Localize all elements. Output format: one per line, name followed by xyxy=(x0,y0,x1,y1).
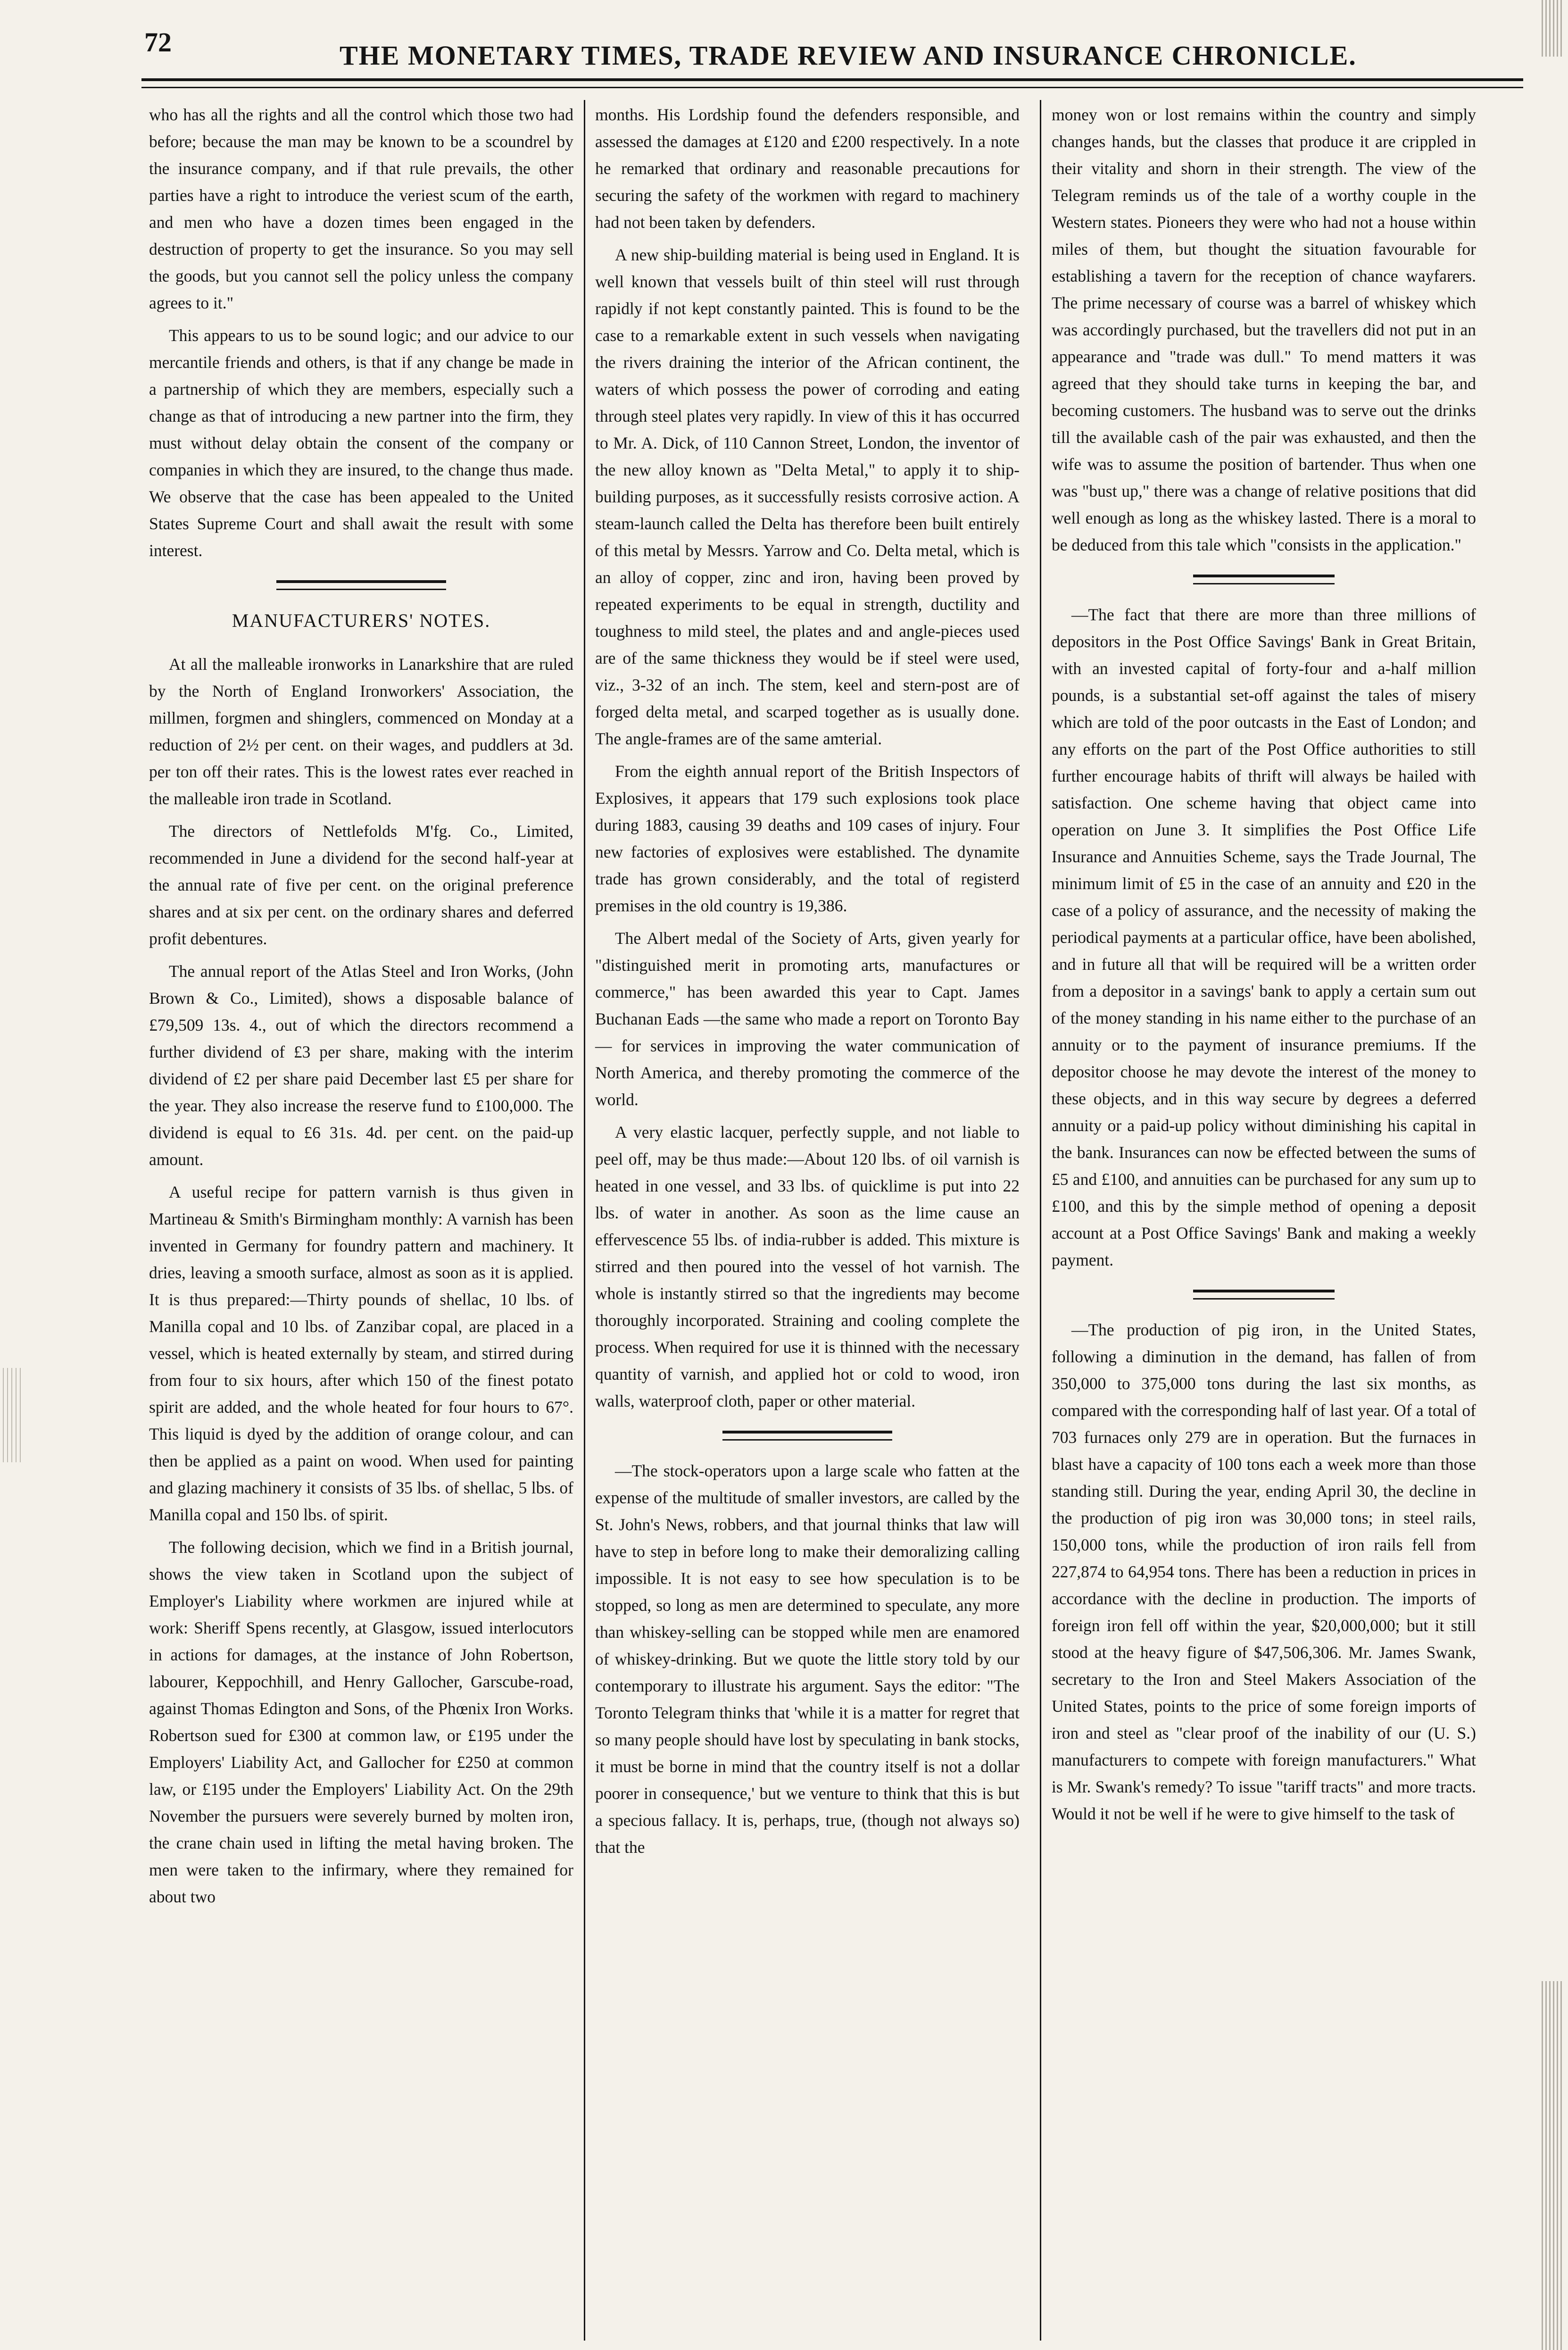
article-paragraph: A useful recipe for pattern varnish is thus given in Martineau & Smith's Birmingham monthly: A varnish has been invented in Germany for foundry pattern and machinery. It dries, leaving a smooth surface, almost as soon as it is applied. It is thus prepared:—Thirty pounds of shellac, 10 lbs. of Manilla copal and 10 lbs. of Zanzibar copal, are placed in a vessel, which is heated externally by steam, and stirred during from four to six hours, after which 150 of the finest potato spirit are added, and the whole heated for four hours to 67°. This liquid is dyed by the addition of orange colour, and can then be applied as a paint on wood. When used for painting and glazing machinery it consists of 35 lbs. of shellac, 5 lbs. of Manilla copal and 150 lbs. of spirit. xyxy=(149,1183,573,1524)
column-rule-right xyxy=(1040,100,1041,2341)
column-rule-left xyxy=(584,100,585,2341)
article-paragraph: money won or lost remains within the country and simply changes hands, but the classes that produce it are crippled in their vitality and shorn in their strength. The view of the Telegram reminds us of the tale of a worthy couple in the Western states. Pioneers they were who had not a house within miles of them, but thought the situation favourable for establishing a tavern for the reception of chance wayfarers. The prime necessary of course was a barrel of whiskey which was accordingly purchased, but the travellers did not put in an appearance and "trade was dull." To mend matters it was agreed that they should take turns in keeping the bar, and becoming customers. The husband was to serve out the drinks till the available cash of the pair was exhausted, and then the wife was to assume the position of bartender. Thus when one was "bust up," there was a change of relative positions that did well enough as long as the whiskey lasted. There is a moral to be deduced from this tale which "consists in the application." xyxy=(1052,105,1476,554)
column-1 xyxy=(149,101,573,1916)
article-paragraph: A new ship-building material is being used in England. It is well known that vessels built of thin steel will rust through rapidly if not kept constantly painted. This is found to be the case to a remarkable extent in such vessels when navigating the rivers draining the interior of the African continent, the waters of which possess the power of corroding and eating through steel plates very rapidly. In view of this it has occurred to Mr. A. Dick, of 110 Cannon Street, London, the inventor of the new alloy known as "Delta Metal," to apply it to ship-building purposes, as it successfully resists corrosive action. A steam-launch called the Delta has therefore been built entirely of this metal by Messrs. Yarrow and Co. Delta metal, which is an alloy of copper, zinc and iron, having been proved by repeated experiments to be equal in strength, ductility and toughness to mild steel, the plates and and angle-pieces used are of the same thickness they would be if steel were used, viz., 3-32 of an inch. The stem, keel and stern-post are of forged delta metal, and scarped together as is usually done. The angle-frames are of the same amterial. xyxy=(595,245,1020,748)
header-rule-thick xyxy=(141,78,1523,81)
article-paragraph: who has all the rights and all the control which those two had before; because the man may be known to be a scoundrel by the insurance company, and if that rule prevails, the other parties have a right to introduce the veriest scum of the earth, and men who have a dozen times been engaged in the destruction of property to get the insurance. So you may sell the goods, but you cannot sell the policy unless the company agrees to it." xyxy=(149,105,573,312)
article-paragraph: The annual report of the Atlas Steel and Iron Works, (John Brown & Co., Limited), shows a disposable balance of £79,509 13s. 4., out of which the directors recommend a further dividend of £3 per share, making with the interim dividend of £2 per share paid December last £5 per share for the year. They also increase the reserve fund to £100,000. The dividend is equal to £6 31s. 4d. per cent. on the paid-up amount. xyxy=(149,962,573,1169)
article-paragraph: —The stock-operators upon a large scale who fatten at the expense of the multitude of smaller investors, are called by the St. John's News, robbers, and that journal thinks that law will have to step in before long to make their demoralizing calling impossible. It is not easy to see how speculation is to be stopped, so long as men are determined to speculate, any more than whiskey-selling can be stopped while men are enamored of whiskey-drinking. But we quote the little story told by our contemporary to illustrate his argument. Says the editor: "The Toronto Telegram thinks that 'while it is a matter for regret that so many people should have lost by speculating in bank stocks, it must be borne in mind that the country itself is not a dollar poorer in consequence,' but we venture to think that this is but a specious fallacy. It is, perhaps, true, (though not always so) that the xyxy=(595,1461,1020,1857)
article-paragraph: months. His Lordship found the defenders responsible, and assessed the damages at £120 and £200 respectively. In a note he remarked that ordinary and reasonable precautions for securing the safety of the workmen with regard to machinery had not been taken by defenders. xyxy=(595,105,1020,232)
section-divider xyxy=(1193,575,1335,584)
page-edge-wear-top xyxy=(1542,0,1563,57)
page-number: 72 xyxy=(144,27,172,58)
article-paragraph: The Albert medal of the Society of Arts, given yearly for "distinguished merit in promoting arts, manufactures or commerce," has been awarded this year to Capt. James Buchanan Eads —the same who made a report on Toronto Bay— for services in improving the water communication of North America, and thereby promoting the commerce of the world. xyxy=(595,929,1020,1109)
article-paragraph: From the eighth annual report of the British Inspectors of Explosives, it appears that 179 such explosions took place during 1883, causing 39 deaths and 109 cases of injury. Four new factories of explosives were established. The dynamite trade has grown considerably, and the total of registerd premises in the old country is 19,386. xyxy=(595,762,1020,915)
page-edge-wear-bottom xyxy=(1542,1981,1563,2350)
header-rule-thin xyxy=(141,87,1523,88)
article-paragraph: This appears to us to be sound logic; and our advice to our mercantile friends and others, is that if any change be made in a partnership of which they are members, especially such a change as that of introducing a new partner into the firm, they must without delay obtain the consent of the company or companies in which they are insured, to the change thus made. We observe that the case has been appealed to the United States Supreme Court and shall await the result with some interest. xyxy=(149,326,573,560)
page-fold-marks xyxy=(3,1368,22,1462)
column-2 xyxy=(595,101,1020,1867)
article-paragraph: —The production of pig iron, in the United States, following a diminution in the demand, has fallen of from 350,000 to 375,000 tons during the last six months, as compared with the corresponding half of last year. Of a total of 703 furnaces only 279 are in operation. But the furnaces in blast have a capacity of 100 tons each a week more than those standing still. During the year, ending April 30, the decline in the production of pig iron was 30,000 tons; in steel rails, 150,000 tons, while the production of iron rails fell from 227,874 to 64,954 tons. There has been a reduction in prices in accordance with the decline in production. The imports of foreign iron fell off within the year, $20,000,000; but it still stood at the heavy figure of $47,506,306. Mr. James Swank, secretary to the Iron and Steel Makers Association of the United States, points to the price of some foreign imports of iron and steel as "clear proof of the inability of our (U. S.) manufacturers to compete with foreign manufacturers." What is Mr. Swank's remedy? To issue "tariff tracts" and more tracts. Would it not be well if he were to give himself to the task of xyxy=(1052,1320,1476,1823)
article-paragraph: A very elastic lacquer, perfectly supple, and not liable to peel off, may be thus made:—About 120 lbs. of oil varnish is heated in one vessel, and 33 lbs. of quicklime is put into 22 lbs. of water in another. As soon as the lime cause an effervescence 55 lbs. of india-rubber is added. This mixture is stirred and then poured into the vessel of hot varnish. The whole is instantly stirred so that the ingredients may become thoroughly incorporated. Straining and cooling complete the process. When required for use it is thinned with the necessary quantity of varnish, and applied hot or cold to wood, iron walls, waterproof cloth, paper or other material. xyxy=(595,1123,1020,1410)
section-title: MANUFACTURERS' NOTES. xyxy=(232,610,491,631)
article-paragraph: —The fact that there are more than three millions of depositors in the Post Office Savings' Bank in Great Britain, with an invested capital of forty-four and a-half million pounds, is a substantial set-off against the tales of misery which are told of the poor outcasts in the East of London; and any efforts on the part of the Post Office authorities to still further encourage habits of thrift will always be hailed with satisfaction. One scheme having that object came into operation on June 3. It simplifies the Post Office Life Insurance and Annuities Scheme, says the Trade Journal, The minimum limit of £5 in the case of an annuity and £20 in the case of a policy of assurance, and the necessity of making the periodical payments at a particular office, have been abolished, and in future all that will be required will be a written order from a depositor in a savings' bank to apply a certain sum out of the money standing in his name either to the purchase of an annuity or to the payment of insurance premiums. If the depositor choose he may devote the interest of the money to these objects, and in this way secure by degrees a deferred annuity or a paid-up policy without diminishing his capital in the bank. Insurances can now be effected between the sums of £5 and £100, and annuities can be purchased for any sum up to £100, and this by the simple method of opening a deposit account at a Post Office Savings' Bank and making a weekly payment. xyxy=(1052,605,1476,1269)
section-divider xyxy=(276,580,446,590)
running-head: THE MONETARY TIMES, TRADE REVIEW AND INSURANCE CHRONICLE. xyxy=(340,40,1357,71)
article-paragraph: The following decision, which we find in a British journal, shows the view taken in Scotland upon the subject of Employer's Liability where workmen are injured while at work: Sheriff Spens recently, at Glasgow, issued interlocutors in actions for damages, at the instance of John Robertson, labourer, Keppochhill, and Henry Gallocher, Garscube-road, against Thomas Edington and Sons, of the Phœnix Iron Works. Robertson sued for £300 at common law, or £195 under the Employers' Liability Act, and Gallocher for £250 at common law, or £195 under the Employers' Liability Act. On the 29th November the pursuers were severely burned by molten iron, the crane chain used in lifting the metal having broken. The men were taken to the infirmary, where they remained for about two xyxy=(149,1538,573,1906)
column-3 xyxy=(1052,101,1476,1833)
section-divider xyxy=(722,1431,892,1441)
article-paragraph: The directors of Nettlefolds M'fg. Co., Limited, recommended in June a dividend for the second half-year at the annual rate of five per cent. on the original preference shares and at six per cent. on the ordinary shares and deferred profit debentures. xyxy=(149,822,573,948)
section-divider xyxy=(1193,1290,1335,1300)
article-paragraph: At all the malleable ironworks in Lanarkshire that are ruled by the North of England Ironworkers' Association, the millmen, forgmen and shinglers, commenced on Monday at a reduction of 2½ per cent. on their wages, and puddlers at 3d. per ton off their rates. This is the lowest rates ever reached in the malleable iron trade in Scotland. xyxy=(149,655,573,808)
